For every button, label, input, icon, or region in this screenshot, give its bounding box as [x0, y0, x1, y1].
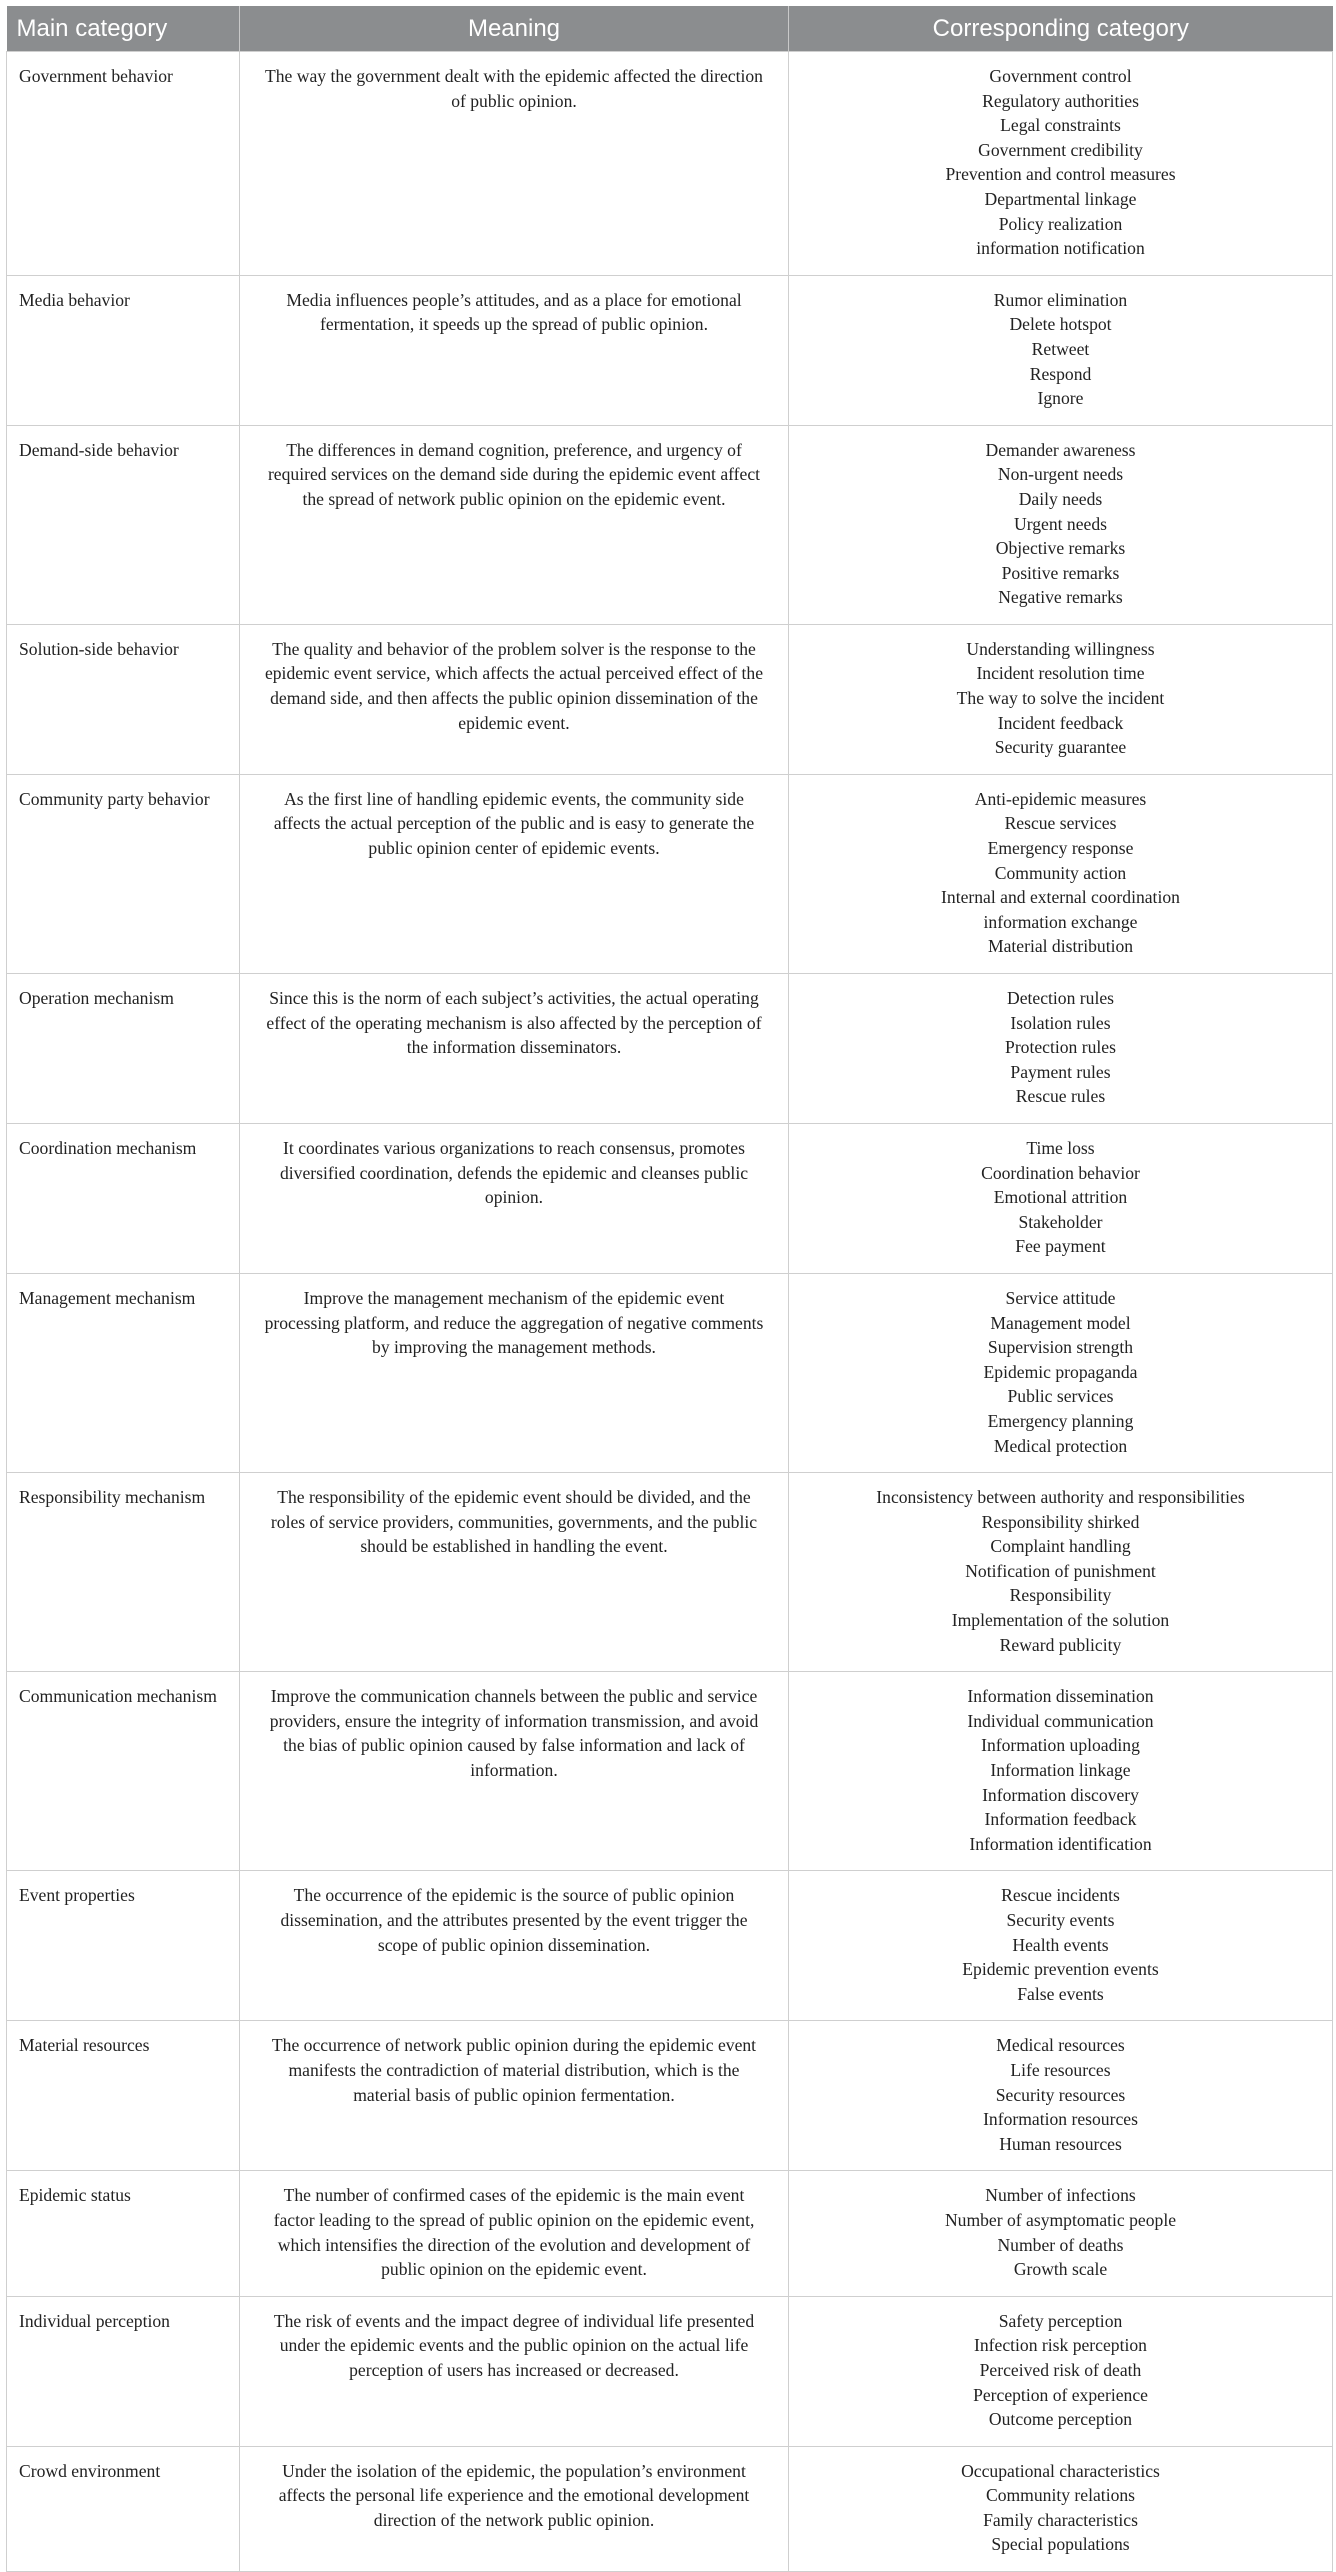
corresponding-category-item: Public services [1007, 1386, 1114, 1407]
table-row [7, 275, 1333, 425]
corresponding-category-item: Growth scale [1013, 2259, 1108, 2280]
meaning-cell: Improve the management mechanism of the epidemic event processing platform, and reduce the aggregation of negative comments by improving the management methods. [240, 1273, 789, 1472]
corresponding-category-cell [789, 1473, 1333, 1672]
corresponding-category-cell [789, 2021, 1333, 2171]
corresponding-category-item: Perceived risk of death [979, 2359, 1142, 2380]
corresponding-category-cell [789, 1273, 1333, 1472]
corresponding-category-item: Policy realization [998, 213, 1123, 234]
corresponding-category-cell [789, 2446, 1333, 2571]
main-category-cell: Management mechanism [7, 1273, 240, 1472]
meaning-cell: Since this is the norm of each subject’s activities, the actual operating effect of the operating mechanism is also affected by the perception of the information disseminators. [240, 974, 789, 1124]
corresponding-category-item: Information resources [983, 2109, 1138, 2130]
corresponding-category-item: Occupational characteristics [961, 2460, 1160, 2481]
corresponding-category-item: Security resources [995, 2084, 1126, 2105]
main-category-cell: Operation mechanism [7, 974, 240, 1124]
corresponding-category-item: Perception of experience [973, 2384, 1148, 2405]
main-category-cell: Demand-side behavior [7, 425, 240, 624]
meaning-cell: The differences in demand cognition, preference, and urgency of required services on the demand side during the epidemic event affect the spread of network public opinion on the epidemic event. [240, 425, 789, 624]
corresponding-category-item: Health events [1012, 1934, 1109, 1955]
main-category-cell: Government behavior [7, 52, 240, 276]
meaning-cell: The occurrence of network public opinion during the epidemic event manifests the contradiction of material distribution, which is the material basis of public opinion fermentation. [240, 2021, 789, 2171]
main-category-cell: Material resources [7, 2021, 240, 2171]
table-row [7, 1871, 1333, 2021]
corresponding-category-item: Material distribution [987, 936, 1134, 957]
table-row [7, 425, 1333, 624]
meaning-cell: The way the government dealt with the epidemic affected the direction of public opinion. [240, 52, 789, 276]
corresponding-category-cell [789, 2171, 1333, 2296]
main-category-cell: Media behavior [7, 275, 240, 425]
corresponding-category-item: Retweet [1031, 338, 1090, 359]
main-category-cell: Community party behavior [7, 774, 240, 973]
meaning-cell: The number of confirmed cases of the epidemic is the main event factor leading to the spread of public opinion on the epidemic event, which intensifies the direction of the evolution and development of public opinion on the epidemic event. [240, 2171, 789, 2296]
table-row [7, 1473, 1333, 1672]
meaning-cell: The occurrence of the epidemic is the source of public opinion dissemination, and the attributes presented by the event trigger the scope of public opinion dissemination. [240, 1871, 789, 2021]
table-row [7, 1273, 1333, 1472]
corresponding-category-item: Coordination behavior [981, 1162, 1140, 1183]
corresponding-category-item: Positive remarks [1001, 562, 1120, 583]
meaning-cell: The quality and behavior of the problem solver is the response to the epidemic event service, which affects the actual perceived effect of the demand side, and then affects the public opinion dissemination of the epidemic event. [240, 624, 789, 774]
corresponding-category-item: Epidemic prevention events [962, 1959, 1159, 1980]
corresponding-category-item: Supervision strength [987, 1337, 1134, 1358]
corresponding-category-item: Understanding willingness [966, 638, 1155, 659]
corresponding-category-item: Individual communication [967, 1710, 1154, 1731]
corresponding-category-item: Delete hotspot [1009, 314, 1112, 335]
corresponding-category-item: Rescue incidents [1001, 1885, 1120, 1906]
corresponding-category-item: Objective remarks [995, 538, 1126, 559]
table-row [7, 774, 1333, 973]
corresponding-category-item: Non-urgent needs [997, 464, 1124, 485]
main-category-cell: Communication mechanism [7, 1672, 240, 1871]
corresponding-category-cell [789, 974, 1333, 1124]
corresponding-category-cell [789, 1123, 1333, 1273]
corresponding-category-item: The way to solve the incident [956, 688, 1165, 709]
meaning-cell: The risk of events and the impact degree of individual life presented under the epidemic events and the public opinion on the actual life perception of users has increased or decreased. [240, 2296, 789, 2446]
corresponding-category-cell [789, 774, 1333, 973]
meaning-cell: It coordinates various organizations to reach consensus, promotes diversified coordination, defends the epidemic and cleanses public opinion. [240, 1123, 789, 1273]
corresponding-category-item: Rumor elimination [993, 289, 1128, 310]
corresponding-category-item: Special populations [991, 2534, 1130, 2555]
corresponding-category-item: Information discovery [982, 1784, 1139, 1805]
corresponding-category-cell [789, 1871, 1333, 2021]
header-corresponding-category: Corresponding category [789, 6, 1333, 52]
corresponding-category-item: Regulatory authorities [982, 90, 1139, 111]
table-row [7, 1123, 1333, 1273]
corresponding-category-item: Stakeholder [1018, 1211, 1103, 1232]
corresponding-category-item: Safety perception [998, 2310, 1123, 2331]
main-category-cell: Individual perception [7, 2296, 240, 2446]
corresponding-category-item: False events [1017, 1983, 1104, 2004]
corresponding-category-item: Community relations [985, 2485, 1136, 2506]
main-category-cell: Epidemic status [7, 2171, 240, 2296]
main-category-cell: Crowd environment [7, 2446, 240, 2571]
meaning-cell: The responsibility of the epidemic event should be divided, and the roles of service providers, communities, governments, and the public should be established in handling the event. [240, 1473, 789, 1672]
corresponding-category-item: Medical resources [996, 2035, 1125, 2056]
corresponding-category-item: Ignore [1037, 388, 1084, 409]
corresponding-category-item: Number of asymptomatic people [944, 2209, 1177, 2230]
corresponding-category-item: Government control [989, 66, 1132, 86]
corresponding-category-item: Negative remarks [998, 587, 1123, 608]
corresponding-category-item: Fee payment [1015, 1236, 1106, 1257]
corresponding-category-item: Incident resolution time [976, 663, 1145, 684]
corresponding-category-item: Government credibility [978, 139, 1143, 160]
main-category-cell: Coordination mechanism [7, 1123, 240, 1273]
corresponding-category-item: Protection rules [1005, 1037, 1116, 1058]
corresponding-category-cell [789, 2296, 1333, 2446]
corresponding-category-item: Family characteristics [983, 2509, 1138, 2530]
corresponding-category-item: Reward publicity [999, 1634, 1122, 1655]
corresponding-category-item: Internal and external coordination [941, 887, 1180, 908]
corresponding-category-item: information exchange [983, 911, 1138, 932]
header-meaning: Meaning [240, 6, 789, 52]
corresponding-category-item: Emergency response [987, 838, 1134, 859]
corresponding-category-item: Prevention and control measures [945, 164, 1176, 185]
corresponding-category-item: Daily needs [1018, 488, 1103, 509]
corresponding-category-item: Infection risk perception [974, 2335, 1147, 2356]
corresponding-category-item: Rescue rules [1015, 1086, 1106, 1107]
corresponding-category-item: Time loss [1026, 1137, 1095, 1158]
meaning-cell: Under the isolation of the epidemic, the population’s environment affects the personal life experience and the emotional development direction of the network public opinion. [240, 2446, 789, 2571]
corresponding-category-item: Number of deaths [997, 2234, 1124, 2255]
corresponding-category-item: Medical protection [993, 1435, 1128, 1456]
corresponding-category-cell [789, 425, 1333, 624]
corresponding-category-item: Information identification [969, 1833, 1152, 1854]
corresponding-category-item: Service attitude [1005, 1287, 1116, 1308]
corresponding-category-item: Payment rules [1010, 1061, 1111, 1082]
meaning-cell: As the first line of handling epidemic events, the community side affects the actual perception of the public and is easy to generate the public opinion center of epidemic events. [240, 774, 789, 973]
table-row [7, 52, 1333, 276]
table-row [7, 2021, 1333, 2171]
corresponding-category-item: Demander awareness [985, 439, 1136, 460]
corresponding-category-item: Anti-epidemic measures [974, 788, 1147, 809]
meaning-cell: Improve the communication channels between the public and service providers, ensure the integrity of information transmission, and avoid the bias of public opinion caused by false information and lack of information. [240, 1672, 789, 1871]
corresponding-category-item: Outcome perception [988, 2409, 1133, 2430]
corresponding-category-item: Responsibility shirked [981, 1511, 1140, 1532]
corresponding-category-item: Departmental linkage [984, 188, 1137, 209]
corresponding-category-cell [789, 52, 1333, 276]
corresponding-category-item: Management model [990, 1312, 1131, 1333]
table-row [7, 1672, 1333, 1871]
corresponding-category-item: Emotional attrition [993, 1187, 1128, 1208]
corresponding-category-item: Information linkage [990, 1760, 1131, 1781]
corresponding-category-item: Urgent needs [1014, 513, 1107, 534]
corresponding-category-item: Number of infections [985, 2185, 1136, 2206]
header-row [7, 6, 1333, 52]
corresponding-category-item: Rescue services [1004, 813, 1117, 834]
header-main-category: Main category [7, 6, 240, 52]
corresponding-category-item: Security guarantee [994, 737, 1127, 758]
table-header [7, 6, 1333, 52]
table-row [7, 974, 1333, 1124]
corresponding-category-item: Detection rules [1007, 988, 1114, 1008]
corresponding-category-item: Security events [1006, 1910, 1115, 1930]
table-row [7, 2446, 1333, 2571]
main-category-cell: Solution-side behavior [7, 624, 240, 774]
table-row [7, 624, 1333, 774]
table-body [7, 52, 1333, 2572]
meaning-cell: Media influences people’s attitudes, and as a place for emotional fermentation, it speeds up the spread of public opinion. [240, 275, 789, 425]
corresponding-category-item: Responsibility [1009, 1585, 1112, 1606]
corresponding-category-item: Legal constraints [1000, 115, 1121, 136]
category-table [6, 6, 1333, 2572]
corresponding-category-item: Complaint handling [990, 1536, 1131, 1557]
corresponding-category-item: Human resources [999, 2133, 1122, 2154]
corresponding-category-item: Inconsistency between authority and responsibilities [876, 1487, 1245, 1508]
corresponding-category-cell [789, 624, 1333, 774]
corresponding-category-item: Isolation rules [1010, 1012, 1111, 1033]
corresponding-category-item: Epidemic propaganda [983, 1361, 1138, 1382]
corresponding-category-item: Emergency planning [987, 1410, 1134, 1431]
main-category-cell: Responsibility mechanism [7, 1473, 240, 1672]
corresponding-category-item: Information uploading [981, 1735, 1140, 1756]
corresponding-category-item: Information dissemination [967, 1686, 1154, 1707]
corresponding-category-item: information notification [976, 238, 1145, 259]
table-row [7, 2171, 1333, 2296]
corresponding-category-item: Information feedback [984, 1809, 1137, 1830]
corresponding-category-cell [789, 275, 1333, 425]
corresponding-category-cell [789, 1672, 1333, 1871]
corresponding-category-item: Implementation of the solution [951, 1610, 1170, 1631]
corresponding-category-item: Life resources [1010, 2059, 1111, 2080]
corresponding-category-item: Incident feedback [997, 712, 1124, 733]
corresponding-category-item: Community action [994, 862, 1127, 883]
main-category-cell: Event properties [7, 1871, 240, 2021]
corresponding-category-item: Respond [1029, 363, 1092, 384]
table-row [7, 2296, 1333, 2446]
corresponding-category-item: Notification of punishment [965, 1560, 1156, 1581]
